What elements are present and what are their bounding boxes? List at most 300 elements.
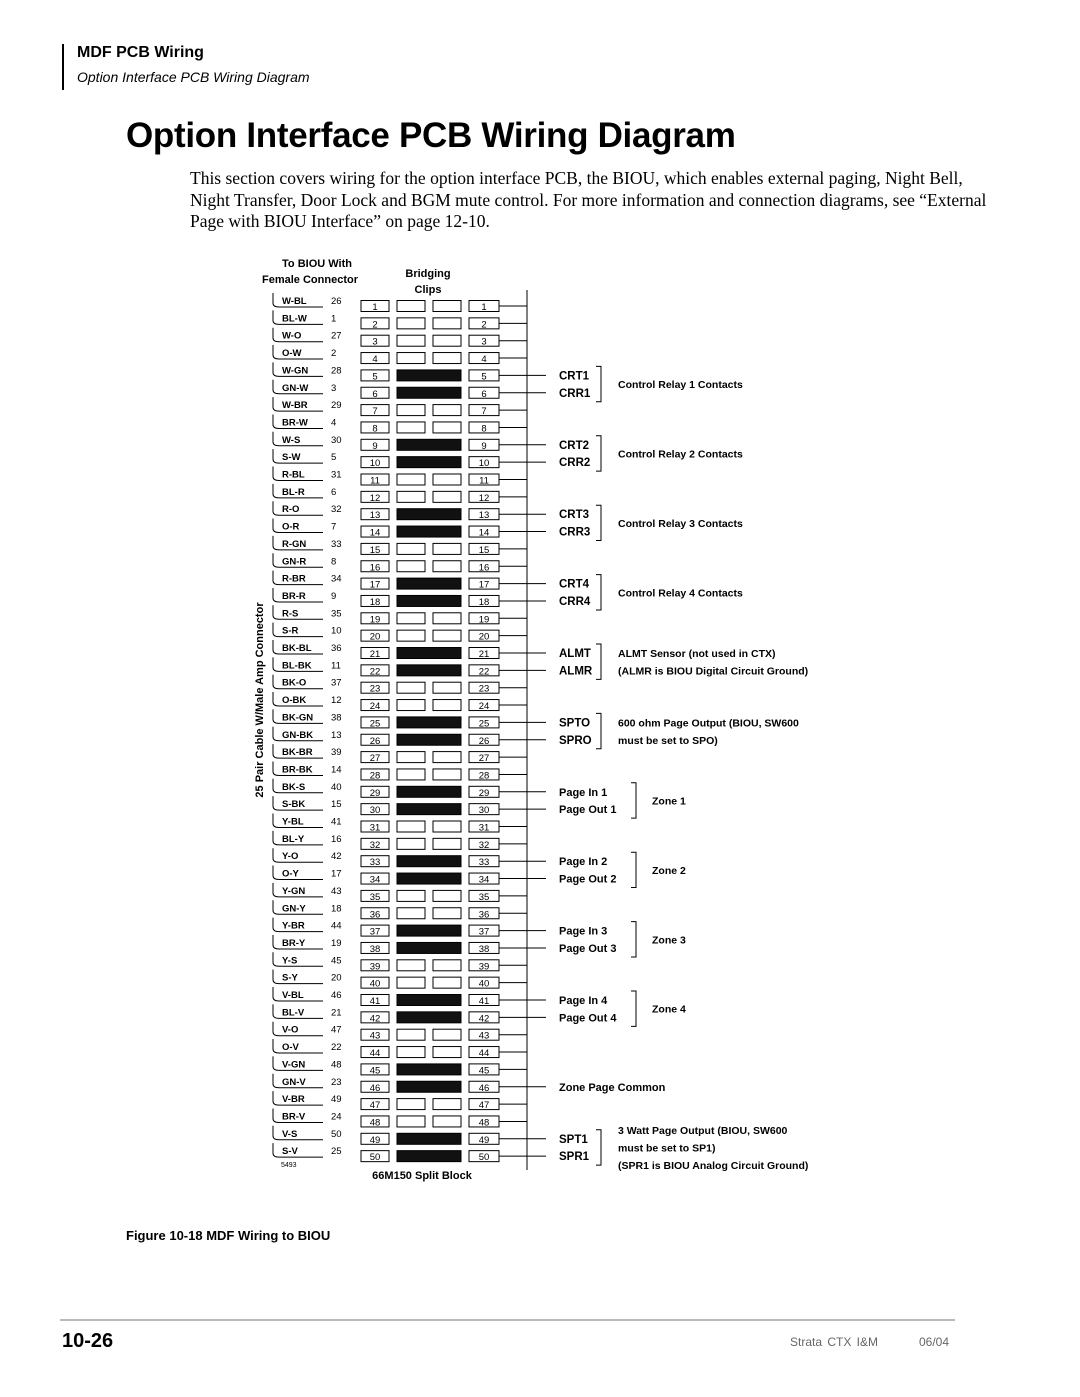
terminal-number: 4 <box>372 354 378 366</box>
terminal-number: 16 <box>478 562 490 574</box>
bridging-clip <box>397 786 461 797</box>
terminal-number: 33 <box>369 857 381 869</box>
terminal-number: 20 <box>369 631 381 643</box>
bridging-clip <box>397 439 461 450</box>
bridging-clip <box>397 1133 461 1144</box>
terminal-number: 32 <box>369 839 381 851</box>
wire-color-code: W-O <box>282 330 302 342</box>
wire-color-code: R-O <box>282 504 300 516</box>
wire-color-code: S-V <box>282 1146 298 1158</box>
terminal-number: 34 <box>369 874 381 886</box>
wire-color-code: GN-V <box>282 1076 306 1088</box>
bridging-clip <box>397 526 461 537</box>
intro-paragraph: This section covers wiring for the option interface PCB, the BIOU, which enables external paging, Night Bell, Night Transfer, Door Lock and BGM mute control. For more information and connection diagrams, see “External Page with BIOU Interface” on page 12-10. <box>190 168 987 231</box>
connection-bracket <box>631 852 636 887</box>
wire-pin-number: 47 <box>331 1024 342 1036</box>
footer-doc: Strata CTX I&M <box>790 1335 879 1349</box>
wire-pin-number: 9 <box>331 590 337 602</box>
wire-color-code: R-BL <box>282 469 305 481</box>
connection-name: CRR1 <box>559 387 591 400</box>
terminal-number: 46 <box>369 1082 381 1094</box>
connection-description: (SPR1 is BIOU Analog Circuit Ground) <box>618 1159 809 1172</box>
cable-header-line2: Female Connector <box>262 274 358 286</box>
connection-description: Control Relay 1 Contacts <box>618 379 743 392</box>
wire-pin-number: 10 <box>331 625 342 637</box>
bridging-clip <box>397 1064 461 1075</box>
wire-color-code: V-BL <box>282 990 304 1001</box>
terminal-slot <box>397 474 425 485</box>
wire-color-code: Y-O <box>282 851 299 863</box>
terminal-number: 8 <box>372 423 378 435</box>
wire-line <box>273 952 323 966</box>
wire-color-code: V-O <box>282 1024 299 1036</box>
terminal-number: 36 <box>478 909 490 921</box>
wire-pin-number: 27 <box>331 330 342 342</box>
terminal-number: 1 <box>481 302 487 313</box>
wire-color-code: Y-BL <box>282 816 304 828</box>
bridging-clip <box>397 942 461 953</box>
wire-pin-number: 24 <box>331 1111 342 1123</box>
wire-color-code: V-GN <box>282 1059 306 1071</box>
bridging-clip <box>397 578 461 589</box>
cable-vertical-label: 25 Pair Cable W/Male Amp Connector <box>254 602 266 798</box>
terminal-slot <box>397 561 425 572</box>
bridging-clip <box>397 1012 461 1023</box>
terminal-slot <box>433 1116 461 1127</box>
terminal-number: 18 <box>478 596 490 608</box>
wire-pin-number: 4 <box>331 417 337 429</box>
figure-caption: Figure 10-18 MDF Wiring to BIOU <box>126 1228 331 1243</box>
terminal-number: 24 <box>369 701 381 713</box>
connection-name: Page In 4 <box>559 995 608 1007</box>
wire-color-code: O-R <box>282 521 300 533</box>
terminal-number: 26 <box>478 735 490 747</box>
wire-pin-number: 18 <box>331 903 342 915</box>
wire-color-code: S-BK <box>282 799 306 811</box>
wire-pin-number: 17 <box>331 868 342 880</box>
terminal-number: 47 <box>478 1100 490 1112</box>
terminal-number: 16 <box>369 562 381 574</box>
terminal-slot <box>397 821 425 832</box>
terminal-slot <box>433 335 461 346</box>
wire-color-code: R-BR <box>282 573 306 585</box>
wire-pin-number: 25 <box>331 1146 342 1158</box>
terminal-slot <box>433 908 461 919</box>
terminal-number: 14 <box>478 527 490 539</box>
connection-name: CRR4 <box>559 595 591 608</box>
terminal-number: 3 <box>481 336 487 348</box>
connection-description: 3 Watt Page Output (BIOU, SW600 <box>618 1125 788 1138</box>
terminal-slot <box>397 491 425 502</box>
wire-pin-number: 1 <box>331 313 337 325</box>
terminal-number: 41 <box>478 996 490 1007</box>
terminal-number: 17 <box>369 579 381 591</box>
connection-description: Zone 3 <box>652 934 686 947</box>
page-number: 10-26 <box>62 1330 114 1352</box>
terminal-number: 25 <box>369 718 381 730</box>
terminal-number: 21 <box>369 649 381 660</box>
section-title: MDF PCB Wiring <box>77 44 204 61</box>
block-label: 66M150 Split Block <box>372 1170 472 1182</box>
wire-pin-number: 19 <box>331 937 342 949</box>
wire-color-code: BK-BL <box>282 643 312 654</box>
terminal-number: 29 <box>369 787 381 799</box>
wire-pin-number: 36 <box>331 643 342 654</box>
wire-pin-number: 40 <box>331 781 342 793</box>
terminal-number: 45 <box>369 1065 381 1077</box>
terminal-number: 46 <box>478 1082 490 1094</box>
terminal-number: 40 <box>478 978 490 990</box>
terminal-number: 7 <box>372 406 378 418</box>
wire-color-code: BL-R <box>282 486 305 498</box>
terminal-number: 39 <box>369 961 381 973</box>
connection-name: CRR3 <box>559 526 591 539</box>
wire-pin-number: 2 <box>331 348 337 360</box>
terminal-number: 49 <box>478 1134 490 1146</box>
wire-color-code: BK-S <box>282 781 306 793</box>
wire-pin-number: 11 <box>331 660 341 672</box>
wire-color-code: W-S <box>282 434 301 446</box>
terminal-slot <box>397 977 425 988</box>
wire-pin-number: 29 <box>331 400 342 412</box>
connection-name: SPRO <box>559 734 592 747</box>
terminal-number: 6 <box>481 388 487 400</box>
terminal-slot <box>397 752 425 763</box>
bridging-clip <box>397 717 461 728</box>
wire-color-code: BR-R <box>282 590 306 602</box>
terminal-number: 29 <box>478 787 490 799</box>
wire-pin-number: 13 <box>331 729 342 741</box>
terminal-slot <box>433 1047 461 1058</box>
terminal-number: 49 <box>369 1134 381 1146</box>
wire-color-code: W-BR <box>282 400 308 412</box>
terminal-slot <box>397 422 425 433</box>
wire-color-code: GN-W <box>282 382 309 394</box>
terminal-slot <box>433 752 461 763</box>
wire-pin-number: 7 <box>331 521 337 533</box>
wire-pin-number: 31 <box>331 469 342 481</box>
wire-color-code: BK-O <box>282 677 307 689</box>
wire-color-code: BL-Y <box>282 833 305 845</box>
connection-name: ALMT <box>559 648 591 660</box>
terminal-number: 10 <box>478 458 490 470</box>
terminal-slot <box>397 318 425 329</box>
connection-description: Zone 2 <box>652 864 686 877</box>
wire-color-code: O-V <box>282 1042 299 1054</box>
terminal-number: 8 <box>481 423 487 435</box>
bridging-clip <box>397 856 461 867</box>
terminal-slot <box>433 960 461 971</box>
bridging-clip <box>397 509 461 520</box>
wire-color-code: GN-R <box>282 556 307 568</box>
terminal-slot <box>397 301 425 312</box>
terminal-number: 27 <box>369 753 381 765</box>
wire-color-code: W-GN <box>282 365 309 377</box>
connection-bracket <box>631 922 636 957</box>
terminal-slot <box>397 682 425 693</box>
connection-name: Page Out 4 <box>559 1012 617 1025</box>
terminal-number: 25 <box>478 718 490 730</box>
wire-color-code: BR-Y <box>282 937 306 949</box>
terminal-number: 47 <box>369 1100 381 1112</box>
bridging-clip <box>397 370 461 381</box>
terminal-number: 43 <box>369 1030 381 1042</box>
connection-name: SPT1 <box>559 1133 588 1146</box>
wire-pin-number: 33 <box>331 538 342 550</box>
connection-name: SPR1 <box>559 1151 590 1164</box>
terminal-number: 26 <box>369 735 381 747</box>
terminal-slot <box>433 422 461 433</box>
wire-pin-number: 49 <box>331 1094 342 1106</box>
terminal-number: 13 <box>478 510 490 522</box>
wire-color-code: S-Y <box>282 972 298 984</box>
terminal-number: 14 <box>369 527 381 539</box>
wire-line <box>273 1126 323 1140</box>
bridging-clip <box>397 648 461 659</box>
connection-description: Zone 4 <box>652 1003 686 1016</box>
wire-pin-number: 35 <box>331 608 342 620</box>
section-subtitle: Option Interface PCB Wiring Diagram <box>77 69 310 85</box>
terminal-slot <box>433 318 461 329</box>
wire-color-code: V-S <box>282 1128 298 1140</box>
wire-line <box>273 970 323 984</box>
terminal-number: 2 <box>481 319 487 331</box>
terminal-slot <box>433 613 461 624</box>
bridging-clip <box>397 804 461 815</box>
terminal-slot <box>397 769 425 780</box>
terminal-number: 4 <box>481 354 487 366</box>
terminal-number: 45 <box>478 1065 490 1077</box>
wire-pin-number: 23 <box>331 1076 342 1088</box>
terminal-number: 42 <box>478 1013 490 1025</box>
bridging-clip <box>397 873 461 884</box>
terminal-number: 3 <box>372 336 378 348</box>
wire-pin-number: 46 <box>331 990 342 1001</box>
terminal-number: 36 <box>369 909 381 921</box>
wire-color-code: BR-V <box>282 1111 306 1123</box>
wire-pin-number: 21 <box>331 1007 342 1019</box>
terminal-slot <box>433 543 461 554</box>
terminal-slot <box>433 977 461 988</box>
terminal-slot <box>397 890 425 901</box>
connection-name: Page Out 1 <box>559 804 617 817</box>
bridging-clip <box>397 995 461 1006</box>
connection-bracket <box>596 575 601 610</box>
connection-name: SPTO <box>559 717 591 730</box>
terminal-number: 18 <box>369 596 381 608</box>
wire-pin-number: 28 <box>331 365 342 377</box>
terminal-number: 30 <box>369 805 381 817</box>
terminal-number: 50 <box>369 1152 381 1164</box>
wire-pin-number: 6 <box>331 486 337 498</box>
terminal-number: 28 <box>478 770 490 782</box>
terminal-number: 15 <box>369 544 381 556</box>
cable-header-line1: To BIOU With <box>282 258 352 270</box>
terminal-slot <box>433 700 461 711</box>
connection-description: must be set to SP1) <box>618 1142 716 1155</box>
terminal-slot <box>433 301 461 312</box>
wire-pin-number: 26 <box>331 296 342 307</box>
wire-pin-number: 34 <box>331 573 342 585</box>
terminal-number: 28 <box>369 770 381 782</box>
terminal-number: 44 <box>478 1048 490 1060</box>
terminal-number: 48 <box>478 1117 490 1129</box>
wire-pin-number: 50 <box>331 1128 342 1140</box>
connection-name: Page In 1 <box>559 786 608 799</box>
terminal-number: 31 <box>369 822 381 834</box>
wire-color-code: BR-W <box>282 417 308 429</box>
terminal-slot <box>433 474 461 485</box>
wire-color-code: W-BL <box>282 296 307 307</box>
terminal-number: 24 <box>478 701 490 713</box>
wire-pin-number: 48 <box>331 1059 342 1071</box>
footer-date: 06/04 <box>919 1335 950 1349</box>
terminal-number: 9 <box>481 440 487 452</box>
wire-color-code: S-R <box>282 625 299 637</box>
wire-color-code: O-Y <box>282 868 299 880</box>
terminal-number: 10 <box>369 458 381 470</box>
terminal-number: 22 <box>478 666 490 678</box>
terminal-number: 31 <box>478 822 490 834</box>
connection-description: must be set to SPO) <box>618 734 718 747</box>
connection-description: Control Relay 2 Contacts <box>618 448 743 461</box>
terminal-number: 5 <box>372 371 378 383</box>
figure-id: 5493 <box>281 1162 297 1169</box>
wire-line <box>273 1143 323 1157</box>
connection-bracket <box>631 991 636 1026</box>
footer-rule <box>60 1319 955 1321</box>
terminal-number: 32 <box>478 839 490 851</box>
bridging-label-line1: Bridging <box>405 268 451 280</box>
wire-pin-number: 12 <box>331 695 342 707</box>
terminal-number: 38 <box>478 943 490 955</box>
connection-description: ALMT Sensor (not used in CTX) <box>618 648 776 660</box>
wire-color-code: BR-BK <box>282 764 313 776</box>
terminal-slot <box>433 491 461 502</box>
terminal-slot <box>397 908 425 919</box>
terminal-slot <box>397 353 425 364</box>
terminal-slot <box>433 890 461 901</box>
bridging-clip <box>397 1151 461 1162</box>
terminal-slot <box>397 613 425 624</box>
terminal-number: 12 <box>478 492 490 504</box>
terminal-slot <box>433 1029 461 1040</box>
wire-color-code: R-S <box>282 608 299 620</box>
terminal-number: 50 <box>478 1152 490 1164</box>
connection-description: Zone 1 <box>652 795 686 808</box>
connection-bracket <box>596 366 601 401</box>
connection-bracket <box>596 644 601 679</box>
connection-description: Control Relay 4 Contacts <box>618 587 743 600</box>
wire-color-code: BL-BK <box>282 660 312 672</box>
terminal-slot <box>397 1099 425 1110</box>
wire-pin-number: 8 <box>331 556 337 568</box>
wire-pin-number: 5 <box>331 452 337 464</box>
terminal-slot <box>433 838 461 849</box>
connection-bracket <box>596 505 601 540</box>
connection-name: Zone Page Common <box>559 1081 666 1094</box>
terminal-slot <box>433 1099 461 1110</box>
terminal-number: 13 <box>369 510 381 522</box>
wire-color-code: O-BK <box>282 695 307 707</box>
terminal-number: 42 <box>369 1013 381 1025</box>
bridging-clip <box>397 1081 461 1092</box>
wire-pin-number: 22 <box>331 1042 342 1054</box>
terminal-number: 15 <box>478 544 490 556</box>
bridging-clip <box>397 457 461 468</box>
connection-name: CRT4 <box>559 578 590 591</box>
terminal-number: 11 <box>370 475 380 487</box>
terminal-number: 37 <box>478 926 490 938</box>
terminal-number: 48 <box>369 1117 381 1129</box>
wire-color-code: S-W <box>282 452 301 464</box>
terminal-number: 38 <box>369 943 381 955</box>
connection-name: CRR2 <box>559 457 591 470</box>
wire-pin-number: 45 <box>331 955 342 967</box>
terminal-number: 9 <box>372 440 378 452</box>
terminal-slot <box>433 353 461 364</box>
terminal-number: 34 <box>478 874 490 886</box>
connection-bracket <box>596 436 601 471</box>
terminal-number: 27 <box>478 753 490 765</box>
connection-name: Page Out 2 <box>559 873 617 886</box>
wire-color-code: GN-Y <box>282 903 306 915</box>
terminal-slot <box>397 543 425 554</box>
terminal-number: 19 <box>369 614 381 626</box>
terminal-slot <box>433 561 461 572</box>
terminal-number: 44 <box>369 1048 381 1060</box>
terminal-slot <box>397 630 425 641</box>
terminal-slot <box>397 335 425 346</box>
terminal-slot <box>397 1116 425 1127</box>
terminal-number: 17 <box>478 579 490 591</box>
wire-pin-number: 41 <box>331 816 342 828</box>
terminal-number: 21 <box>478 649 490 660</box>
terminal-number: 40 <box>369 978 381 990</box>
connection-name: Page Out 3 <box>559 942 617 955</box>
wire-color-code: O-W <box>282 348 302 360</box>
bridging-clip <box>397 595 461 606</box>
wire-pin-number: 20 <box>331 972 342 984</box>
terminal-number: 1 <box>372 302 378 313</box>
wire-pin-number: 14 <box>331 764 342 776</box>
terminal-number: 43 <box>478 1030 490 1042</box>
terminal-number: 12 <box>369 492 381 504</box>
connection-description: Control Relay 3 Contacts <box>618 517 743 530</box>
wire-pin-number: 44 <box>331 920 342 932</box>
terminal-number: 37 <box>369 926 381 938</box>
terminal-number: 19 <box>478 614 490 626</box>
terminal-slot <box>397 1047 425 1058</box>
connection-name: ALMR <box>559 665 593 678</box>
terminal-number: 2 <box>372 319 378 331</box>
terminal-number: 35 <box>478 891 490 903</box>
terminal-slot <box>397 700 425 711</box>
wire-color-code: BL-V <box>282 1007 305 1019</box>
wire-pin-number: 37 <box>331 677 342 689</box>
terminal-slot <box>433 630 461 641</box>
wire-pin-number: 43 <box>331 885 342 897</box>
wire-color-code: V-BR <box>282 1094 305 1106</box>
connection-name: CRT3 <box>559 509 590 522</box>
wire-color-code: BK-GN <box>282 712 314 724</box>
wire-color-code: Y-BR <box>282 920 305 932</box>
bridging-clip <box>397 665 461 676</box>
wire-pin-number: 39 <box>331 747 342 759</box>
terminal-number: 5 <box>481 371 487 383</box>
terminal-slot <box>433 821 461 832</box>
terminal-slot <box>397 1029 425 1040</box>
